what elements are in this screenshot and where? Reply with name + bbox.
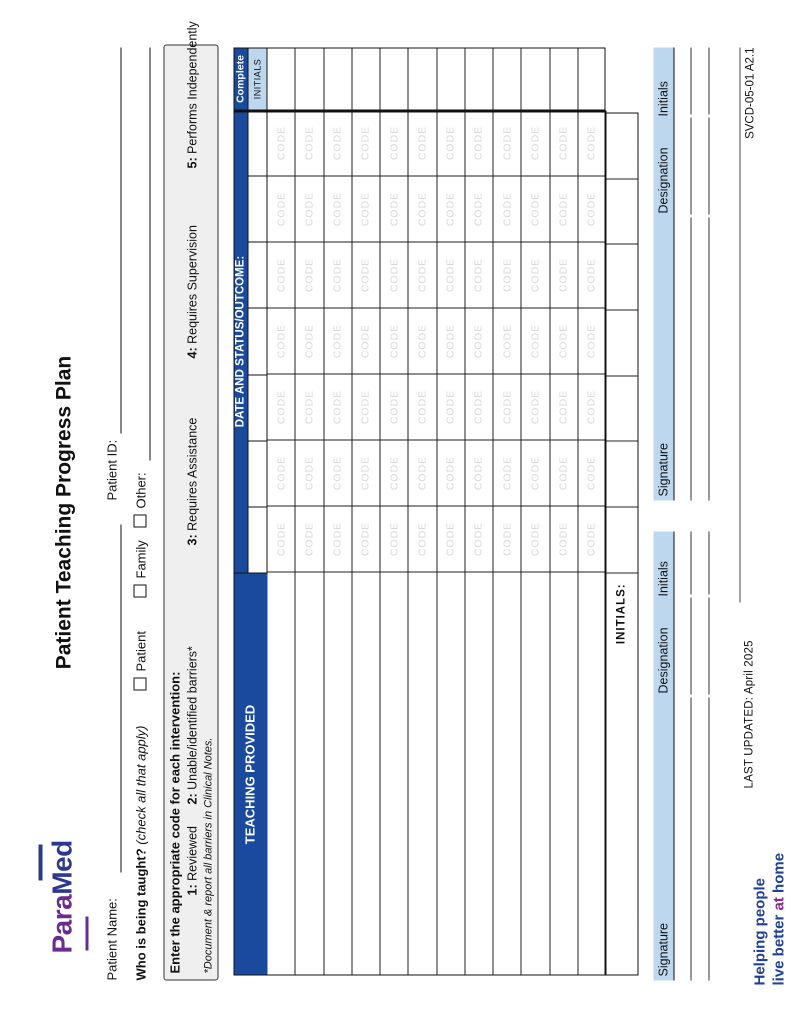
code-watermark: CODE: [302, 323, 315, 358]
code-entry-cell[interactable]: [352, 110, 379, 176]
teaching-provided-cell[interactable]: [408, 572, 435, 975]
code-entry-cell[interactable]: [437, 374, 464, 440]
code-watermark: CODE: [415, 257, 428, 292]
checkbox-label: Family: [133, 539, 148, 578]
code-entry-cell[interactable]: [295, 242, 322, 308]
teaching-provided-header: TEACHING PROVIDED: [233, 572, 267, 975]
taught-option-other: [133, 472, 148, 527]
complete-initials-cell[interactable]: [550, 47, 577, 110]
code-legend-item-4: 4: Requires Supervision: [185, 224, 199, 358]
date-column-header-2: MM/DD/YY: [248, 441, 266, 507]
code-watermark: CODE: [500, 323, 513, 358]
date-status-header: DATE AND STATUS/OUTCOME:: [233, 110, 248, 572]
checkbox-label: Other:: [133, 471, 148, 508]
code-entry-cell[interactable]: [521, 242, 548, 308]
code-watermark: CODE: [274, 323, 287, 358]
code-entry-cell[interactable]: [352, 242, 379, 308]
designation-entry-cell[interactable]: [674, 117, 691, 214]
signature-column-label-signature: Signature: [656, 442, 670, 496]
code-watermark: CODE: [444, 389, 457, 424]
initials-entry-cell[interactable]: [691, 531, 709, 594]
date-column-header-7: MM/DD/YY: [248, 110, 266, 176]
initials-entry-cell[interactable]: [674, 531, 691, 594]
checkbox-family[interactable]: [133, 584, 146, 597]
code-watermark: CODE: [500, 389, 513, 424]
code-entry-cell[interactable]: [493, 506, 520, 572]
code-watermark: CODE: [528, 257, 541, 292]
table-row: [465, 47, 493, 975]
signature-column-label-initials: Initials: [656, 80, 670, 116]
code-entry-cell[interactable]: [324, 176, 351, 242]
code-entry-cell[interactable]: [324, 110, 351, 176]
signature-row: [691, 531, 709, 980]
code-watermark: CODE: [359, 455, 372, 490]
code-instructions-band: [163, 20, 218, 980]
code-watermark: CODE: [274, 257, 287, 292]
code-watermark: CODE: [274, 455, 287, 490]
code-entry-cell[interactable]: [550, 176, 577, 242]
code-entry-cell[interactable]: [267, 440, 294, 506]
code-entry-cell[interactable]: [267, 506, 294, 572]
date-column-header-3: MM/DD/YY: [248, 375, 266, 441]
code-entry-cell[interactable]: [550, 110, 577, 176]
code-watermark: CODE: [444, 125, 457, 160]
code-watermark: CODE: [302, 257, 315, 292]
initials-entry-cell[interactable]: [691, 47, 709, 114]
initials-entry-cell[interactable]: [606, 507, 637, 573]
code-entry-cell[interactable]: [550, 506, 577, 572]
table-row: [408, 47, 436, 975]
code-entry-cell[interactable]: [465, 440, 492, 506]
code-entry-cell[interactable]: [352, 308, 379, 374]
code-entry-cell[interactable]: [578, 308, 605, 374]
code-watermark: CODE: [528, 521, 541, 556]
code-entry-cell[interactable]: [493, 176, 520, 242]
table-row: [324, 47, 352, 975]
code-watermark: CODE: [415, 389, 428, 424]
teaching-provided-cell[interactable]: [324, 572, 351, 975]
code-watermark: CODE: [415, 521, 428, 556]
initials-entry-cell[interactable]: [674, 47, 691, 114]
code-watermark: CODE: [415, 323, 428, 358]
code-entry-cell[interactable]: [324, 506, 351, 572]
code-entry-cell[interactable]: [352, 374, 379, 440]
code-entry-cell[interactable]: [295, 308, 322, 374]
code-watermark: CODE: [415, 455, 428, 490]
teaching-provided-cell[interactable]: [380, 572, 407, 975]
code-entry-cell[interactable]: [465, 308, 492, 374]
code-entry-cell[interactable]: [550, 242, 577, 308]
taught-option-family: [133, 540, 148, 597]
initials-entry-cell[interactable]: [606, 310, 637, 376]
code-watermark: CODE: [500, 191, 513, 226]
code-watermark: CODE: [331, 521, 344, 556]
signature-row: [674, 531, 691, 980]
code-watermark: CODE: [585, 455, 598, 490]
code-entry-cell[interactable]: [380, 110, 407, 176]
code-legend-item-1: 1: Reviewed: [185, 825, 199, 895]
code-entry-cell[interactable]: [578, 374, 605, 440]
code-entry-cell[interactable]: [578, 440, 605, 506]
code-entry-cell[interactable]: [380, 440, 407, 506]
code-watermark: CODE: [359, 191, 372, 226]
code-watermark: CODE: [274, 191, 287, 226]
code-watermark: CODE: [500, 125, 513, 160]
checkbox-label: Patient: [133, 630, 148, 671]
code-watermark: CODE: [557, 521, 570, 556]
patient-id-field[interactable]: [120, 47, 121, 433]
complete-initials-cell[interactable]: [267, 47, 294, 110]
code-entry-cell[interactable]: [380, 374, 407, 440]
code-watermark: CODE: [274, 521, 287, 556]
code-entry-cell[interactable]: [521, 374, 548, 440]
logo-accent-bar-blue: [38, 844, 42, 880]
code-entry-cell[interactable]: [550, 440, 577, 506]
code-watermark: CODE: [274, 125, 287, 160]
date-column-header-1: MM/DD/YY: [252, 518, 262, 561]
code-entry-cell[interactable]: [437, 506, 464, 572]
code-watermark: CODE: [472, 521, 485, 556]
code-entry-cell[interactable]: [465, 176, 492, 242]
code-entry-cell[interactable]: [380, 176, 407, 242]
designation-entry-cell[interactable]: [674, 597, 691, 694]
complete-initials-cell[interactable]: [578, 47, 605, 110]
code-watermark: CODE: [528, 323, 541, 358]
logo-para-text: Para: [46, 894, 77, 953]
teaching-provided-cell[interactable]: [578, 572, 605, 975]
code-watermark: CODE: [444, 521, 457, 556]
table-thick-divider-vertical: [233, 110, 605, 113]
code-watermark: CODE: [528, 455, 541, 490]
signature-row: [691, 47, 709, 500]
signature-entry-cell[interactable]: [674, 697, 691, 980]
code-entry-cell[interactable]: [324, 374, 351, 440]
code-watermark: CODE: [557, 125, 570, 160]
code-watermark: CODE: [472, 125, 485, 160]
taught-option-patient: [133, 631, 148, 690]
code-entry-cell[interactable]: [550, 374, 577, 440]
code-watermark: CODE: [359, 389, 372, 424]
signature-column-label-designation: Designation: [656, 146, 670, 213]
code-entry-cell[interactable]: [352, 176, 379, 242]
code-entry-cell[interactable]: [493, 308, 520, 374]
code-watermark: CODE: [331, 125, 344, 160]
complete-header: Complete: [233, 47, 248, 110]
code-watermark: CODE: [359, 323, 372, 358]
code-watermark: CODE: [585, 257, 598, 292]
code-entry-cell[interactable]: [380, 506, 407, 572]
code-entry-cell[interactable]: [493, 242, 520, 308]
code-watermark: CODE: [444, 455, 457, 490]
code-watermark: CODE: [444, 191, 457, 226]
code-instructions-footnote: *Document & report all barriers in Clinical Notes.: [202, 737, 214, 973]
code-watermark: CODE: [528, 125, 541, 160]
code-entry-cell[interactable]: [437, 110, 464, 176]
teaching-provided-cell[interactable]: [465, 572, 492, 975]
code-watermark: CODE: [387, 125, 400, 160]
page-title: Patient Teaching Progress Plan: [52, 355, 75, 669]
code-watermark: CODE: [331, 191, 344, 226]
initials-entry-cell[interactable]: [606, 376, 637, 442]
patient-name-field[interactable]: [120, 524, 121, 872]
complete-initials-cell[interactable]: [352, 47, 379, 110]
code-entry-cell[interactable]: [324, 440, 351, 506]
code-watermark: CODE: [387, 521, 400, 556]
code-entry-cell[interactable]: [493, 374, 520, 440]
code-watermark: CODE: [387, 455, 400, 490]
patient-name-label: Patient Name:: [104, 897, 119, 980]
code-watermark: CODE: [585, 521, 598, 556]
code-watermark: CODE: [585, 389, 598, 424]
code-watermark: CODE: [359, 257, 372, 292]
code-instructions-heading: Enter the appropriate code for each intervention:: [167, 671, 182, 973]
code-watermark: CODE: [472, 191, 485, 226]
code-entry-cell[interactable]: [267, 242, 294, 308]
code-watermark: CODE: [444, 323, 457, 358]
code-entry-cell[interactable]: [521, 110, 548, 176]
code-legend-item-2: 2: Unable/identified barriers*: [185, 645, 199, 804]
code-watermark: CODE: [557, 257, 570, 292]
code-entry-cell[interactable]: [267, 176, 294, 242]
code-entry-cell[interactable]: [550, 308, 577, 374]
code-entry-cell[interactable]: [267, 308, 294, 374]
teaching-provided-cell[interactable]: [352, 572, 379, 975]
signature-block-header: [653, 531, 674, 980]
code-watermark: CODE: [500, 455, 513, 490]
code-entry-cell[interactable]: [521, 440, 548, 506]
code-entry-cell[interactable]: [465, 110, 492, 176]
code-watermark: CODE: [274, 389, 287, 424]
code-entry-cell[interactable]: [465, 242, 492, 308]
signature-entry-cell[interactable]: [691, 697, 709, 980]
code-entry-cell[interactable]: [578, 242, 605, 308]
code-watermark: CODE: [387, 257, 400, 292]
code-entry-cell[interactable]: [465, 506, 492, 572]
code-legend-item-3: 3: Requires Assistance: [185, 417, 199, 545]
code-watermark: CODE: [331, 323, 344, 358]
table-row: [295, 47, 323, 975]
code-entry-cell[interactable]: [408, 176, 435, 242]
code-entry-cell[interactable]: [267, 374, 294, 440]
code-watermark: CODE: [528, 191, 541, 226]
code-legend-item-5: 5: Performs Independently: [185, 20, 199, 168]
designation-entry-cell[interactable]: [691, 117, 709, 214]
code-watermark: CODE: [472, 257, 485, 292]
tagline-line2-post: home: [769, 852, 787, 897]
code-entry-cell[interactable]: [295, 176, 322, 242]
signature-column-label-initials: Initials: [656, 560, 670, 596]
date-column-header-4: MM/DD/YY: [248, 308, 266, 374]
complete-initials-cell[interactable]: [437, 47, 464, 110]
logo-med-text: Med: [46, 839, 77, 895]
table-row: [352, 47, 380, 975]
complete-initials-cell[interactable]: [295, 47, 322, 110]
code-entry-cell[interactable]: [295, 110, 322, 176]
code-watermark: CODE: [387, 389, 400, 424]
code-entry-cell[interactable]: [408, 110, 435, 176]
code-watermark: CODE: [387, 323, 400, 358]
tagline-line2-at: at: [769, 896, 787, 910]
code-entry-cell[interactable]: [267, 110, 294, 176]
code-entry-cell[interactable]: [521, 506, 548, 572]
table-initials-row: [606, 112, 638, 975]
checkbox-patient[interactable]: [133, 677, 146, 690]
taught-question-label: [133, 725, 148, 980]
code-watermark: CODE: [302, 125, 315, 160]
code-entry-cell[interactable]: [437, 176, 464, 242]
code-watermark: CODE: [557, 455, 570, 490]
code-entry-cell[interactable]: [408, 440, 435, 506]
teaching-provided-cell[interactable]: [295, 572, 322, 975]
signature-column-label-designation: Designation: [656, 626, 670, 693]
signature-block-header: [653, 47, 674, 500]
code-watermark: CODE: [557, 191, 570, 226]
code-entry-cell[interactable]: [295, 440, 322, 506]
code-entry-cell[interactable]: [578, 506, 605, 572]
tagline-line2: [770, 852, 789, 985]
signature-row: [674, 47, 691, 500]
brand-tagline: [751, 852, 788, 985]
code-entry-cell[interactable]: [437, 308, 464, 374]
initials-row-label: INITIALS:: [615, 582, 627, 644]
teaching-provided-cell[interactable]: [521, 572, 548, 975]
form-code-text: SVCD-05-01 A2.1: [744, 47, 756, 139]
code-watermark: CODE: [472, 455, 485, 490]
table-row: [493, 47, 521, 975]
code-entry-cell[interactable]: [437, 242, 464, 308]
code-entry-cell[interactable]: [408, 374, 435, 440]
code-entry-cell[interactable]: [437, 440, 464, 506]
code-watermark: CODE: [444, 257, 457, 292]
code-watermark: CODE: [585, 323, 598, 358]
signature-entry-cell[interactable]: [691, 217, 709, 500]
code-watermark: CODE: [359, 125, 372, 160]
code-watermark: CODE: [387, 191, 400, 226]
complete-initials-cell[interactable]: [324, 47, 351, 110]
code-entry-cell[interactable]: [295, 374, 322, 440]
taught-question-note: (check all that apply): [133, 724, 148, 845]
code-watermark: CODE: [500, 257, 513, 292]
code-watermark: CODE: [331, 455, 344, 490]
code-watermark: CODE: [302, 455, 315, 490]
teaching-table-body: [267, 47, 605, 975]
initials-entry-cell[interactable]: [606, 113, 637, 179]
footer-rule: [739, 47, 740, 602]
code-watermark: CODE: [585, 191, 598, 226]
signature-block-2: [653, 47, 709, 500]
code-entry-cell[interactable]: [324, 308, 351, 374]
code-entry-cell[interactable]: [352, 506, 379, 572]
table-row: [578, 47, 605, 975]
table-row: [380, 47, 408, 975]
code-watermark: CODE: [415, 191, 428, 226]
code-entry-cell[interactable]: [578, 110, 605, 176]
code-watermark: CODE: [585, 125, 598, 160]
tagline-line1: Helping people: [751, 877, 768, 985]
complete-initials-cell[interactable]: [493, 47, 520, 110]
code-entry-cell[interactable]: [324, 242, 351, 308]
code-watermark: CODE: [359, 521, 372, 556]
complete-initials-cell[interactable]: [408, 47, 435, 110]
taught-question-text: Who is being taught?: [133, 847, 148, 980]
last-updated-text: LAST UPDATED: April 2025: [743, 639, 755, 788]
tagline-line2-pre: live better: [769, 909, 787, 985]
complete-initials-cell[interactable]: [521, 47, 548, 110]
designation-entry-cell[interactable]: [691, 597, 709, 694]
initials-column-header: INITIALS: [248, 47, 267, 110]
checkbox-other[interactable]: [133, 514, 146, 527]
signature-block-1: [653, 531, 709, 980]
teaching-provided-cell[interactable]: [493, 572, 520, 975]
code-watermark: CODE: [331, 257, 344, 292]
complete-initials-cell[interactable]: [465, 47, 492, 110]
logo-accent-bar-purple: [85, 916, 88, 950]
date-column-header-6: MM/DD/YY: [248, 176, 266, 242]
code-entry-cell[interactable]: [352, 440, 379, 506]
code-entry-cell[interactable]: [521, 176, 548, 242]
code-entry-cell[interactable]: [521, 308, 548, 374]
code-watermark: CODE: [415, 125, 428, 160]
initials-entry-cell[interactable]: [606, 244, 637, 310]
code-entry-cell[interactable]: [493, 440, 520, 506]
table-row: [267, 47, 295, 975]
code-entry-cell[interactable]: [380, 308, 407, 374]
code-watermark: CODE: [472, 323, 485, 358]
patient-id-label: Patient ID:: [104, 439, 119, 500]
teaching-provided-cell[interactable]: [550, 572, 577, 975]
code-watermark: CODE: [557, 389, 570, 424]
code-entry-cell[interactable]: [408, 308, 435, 374]
date-column-header-5: MM/DD/YY: [248, 242, 266, 308]
initials-entry-cell[interactable]: [606, 179, 637, 245]
code-watermark: CODE: [302, 191, 315, 226]
code-entry-cell[interactable]: [408, 506, 435, 572]
code-watermark: CODE: [302, 389, 315, 424]
table-row: [521, 47, 549, 975]
code-watermark: CODE: [557, 323, 570, 358]
signature-entry-cell[interactable]: [674, 217, 691, 500]
code-entry-cell[interactable]: [493, 110, 520, 176]
table-row: [550, 47, 578, 975]
complete-initials-cell[interactable]: [380, 47, 407, 110]
code-watermark: CODE: [302, 521, 315, 556]
teaching-provided-cell[interactable]: [267, 572, 294, 975]
code-watermark: CODE: [500, 521, 513, 556]
code-watermark: CODE: [528, 389, 541, 424]
code-entry-cell[interactable]: [578, 176, 605, 242]
table-row: [437, 47, 465, 975]
signature-column-label-signature: Signature: [656, 922, 670, 976]
teaching-provided-cell[interactable]: [437, 572, 464, 975]
code-watermark: CODE: [331, 389, 344, 424]
code-entry-cell[interactable]: [380, 242, 407, 308]
code-entry-cell[interactable]: [295, 506, 322, 572]
initials-entry-cell[interactable]: [606, 441, 637, 507]
code-entry-cell[interactable]: [465, 374, 492, 440]
date-columns-header-row: [248, 110, 267, 572]
code-entry-cell[interactable]: [408, 242, 435, 308]
code-watermark: CODE: [472, 389, 485, 424]
other-field[interactable]: [149, 47, 150, 460]
